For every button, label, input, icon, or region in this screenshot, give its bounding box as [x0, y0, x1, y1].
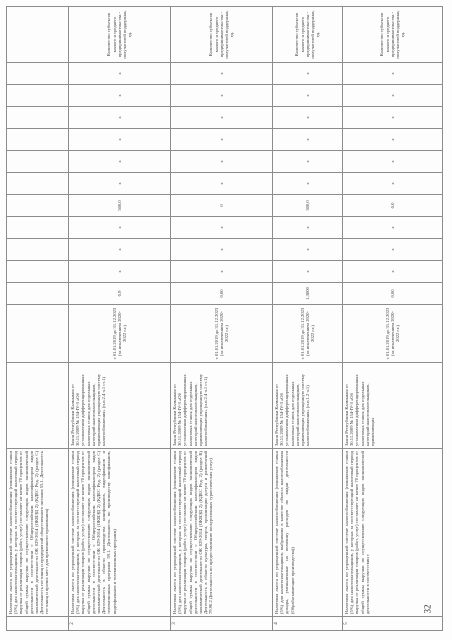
- indicator-value-cell: х: [171, 151, 273, 173]
- target-indicator-cell: Количество субъектов малого и среднего предпринимательства - получателей поддержки, ед.: [343, 7, 443, 63]
- indicator-value-cell: [7, 63, 69, 85]
- legal-basis-cell: Закон Республики Калмыкия от 30.11.2009 № 154-IV-З «Об установлении дифференцированных налоговых ставок для отдельных категорий налогоплательщиков, применяющих упрощенную систему налогообложения» (п.п.2.4 ч.1 ст.1): [69, 363, 171, 449]
- indicator-value-cell: 0,00: [343, 283, 443, 305]
- indicator-value-cell: х: [69, 151, 171, 173]
- indicator-value-cell: х: [171, 85, 273, 107]
- indicator-value-cell: [7, 129, 69, 151]
- indicator-value-cell: х: [171, 63, 273, 85]
- target-indicator-cell: Количество субъектов малого и среднего предпринимательства - получателей поддержки, ед.: [273, 7, 343, 63]
- legal-basis-cell: Закон Республики Калмыкия от 30.11.2009 № 154-IV-З «Об установлении дифференцированных налоговых ставок для отдельных категорий налогоплательщиков, применяющих: [343, 363, 443, 449]
- indicator-value-cell: х: [343, 85, 443, 107]
- indicator-value-cell: х: [273, 173, 343, 195]
- indicator-value-cell: х: [69, 239, 171, 261]
- table-row: [69, 7, 171, 631]
- target-indicator-cell: Количество субъектов малого и среднего предпринимательства - получателей поддержки, ед.: [69, 7, 171, 63]
- indicator-value-cell: х: [273, 107, 343, 129]
- indicator-value-cell: х: [69, 129, 171, 151]
- row-number-cell: [7, 617, 69, 631]
- indicator-value-cell: х: [171, 261, 273, 283]
- indicator-value-cell: х: [171, 239, 273, 261]
- indicator-value-cell: х: [171, 129, 273, 151]
- indicator-value-cell: 0,00: [171, 283, 273, 305]
- indicator-value-cell: х: [343, 217, 443, 239]
- target-indicator-cell: Количество субъектов малого и среднего предпринимательства - получателей поддержки, ед.: [171, 7, 273, 63]
- legal-basis-cell: Закон Республики Калмыкия от 30.11.2009 № 154-IV-З «Об установлении дифференцированных налоговых ставок для отдельных категорий налогоплательщиков, применяющих упрощенную систему налогообложения» (п.п.2.4 ч.1 ст.1): [171, 363, 273, 449]
- indicator-value-cell: х: [69, 173, 171, 195]
- indicator-value-cell: х: [343, 107, 443, 129]
- table-row: [343, 7, 443, 631]
- indicator-value-cell: [7, 217, 69, 239]
- validity-period-cell: с 01.01.2019 до 31.12.2023 (за исключением 2020-2022 г.г.): [343, 305, 443, 363]
- indicator-value-cell: [7, 173, 69, 195]
- indicator-value-cell: 500,0: [69, 195, 171, 217]
- indicator-value-cell: х: [273, 217, 343, 239]
- indicator-value-cell: 0,9: [69, 283, 171, 305]
- indicator-value-cell: х: [171, 217, 273, 239]
- row-number-cell: 3: [171, 617, 273, 631]
- indicator-value-cell: х: [273, 261, 343, 283]
- validity-period-cell: [7, 305, 69, 363]
- benefit-description-cell: Налоговая льгота по упрощенной системе налогообложения (понижение ставки (5%) для налогоплательщиков, у которых за соответствующий налоговый период выручка от реализации товаров (работ, услуг) составляет не менее 70 процентов от общей суммы выручки по осуществлению следующих видов экономической деятельности в соответствии с: [343, 449, 443, 617]
- indicator-value-cell: [7, 107, 69, 129]
- validity-period-cell: с 01.01.2019 до 31.12.2023 (за исключением 2020-2022 г.г.): [171, 305, 273, 363]
- indicator-value-cell: х: [273, 63, 343, 85]
- page-number: 32: [422, 604, 433, 614]
- indicator-value-cell: х: [343, 239, 443, 261]
- indicator-value-cell: х: [273, 239, 343, 261]
- tax-benefits-table: [6, 6, 443, 631]
- indicator-value-cell: х: [273, 129, 343, 151]
- indicator-value-cell: х: [343, 63, 443, 85]
- benefit-description-cell: Налоговая льгота по упрощенной системе налогообложения (понижение ставки (5%) для налогоплательщиков, у которых за соответствующий налоговый период выручка от реализации товаров (работ, услуг) составляет не менее 70 процентов от общей суммы выручки по осуществлению следующих видов экономической деятельности в соответствии с Общероссийским классификатором видов экономической деятельности ОК 029-2014 (ОКВЭД 2) (КДЕС Ред. 2) (раздел С) Деятельность в области производства кинофильмов, видеофильмов и телевизионных программ 59.1. Деятельность по производству кинофильмов, видеофильмов и телевизионных программ): [69, 449, 171, 617]
- indicator-value-cell: х: [69, 217, 171, 239]
- legal-basis-cell: [7, 363, 69, 449]
- indicator-value-cell: х: [343, 173, 443, 195]
- indicator-value-cell: 0: [171, 195, 273, 217]
- indicator-value-cell: х: [343, 129, 443, 151]
- table-row: [7, 7, 69, 631]
- indicator-value-cell: 0,0: [343, 195, 443, 217]
- table-row: [273, 7, 343, 631]
- legal-basis-cell: Закон Республики Калмыкия от 30.11.2009 № 154-IV-З «Об установлении дифференцированных налоговых ставок для отдельных категорий налогоплательщиков, применяющих упрощенную систему налогообложения» (п.п.1.2 ч.1): [273, 363, 343, 449]
- indicator-value-cell: х: [69, 107, 171, 129]
- indicator-value-cell: [7, 239, 69, 261]
- indicator-value-cell: 1,3000: [273, 283, 343, 305]
- indicator-value-cell: [7, 151, 69, 173]
- indicator-value-cell: [7, 195, 69, 217]
- row-number-cell: 4: [273, 617, 343, 631]
- benefit-description-cell: Налоговая льгота по упрощенной системе налогообложения (понижение ставки (5%) для налогоплательщиков, у которых за соответствующий налоговый период выручка от реализации товаров (работ, услуг) составляет не менее 70 процентов от общей суммы выручки по осуществлению следующих видов экономической деятельности в соответствии с Общероссийским классификатором видов экономической деятельности ОК 029-2014 (ОКВЭД 2) (КДЕС Ред. 2) (раздел С) Деятельность гостиниц и предприятий общественного питания 55.1. Деятельность гостиниц и прочих мест для временного проживания): [7, 449, 69, 617]
- indicator-value-cell: х: [171, 107, 273, 129]
- indicator-value-cell: х: [171, 173, 273, 195]
- benefit-description-cell: Налоговая льгота по упрощенной системе налогообложения (понижение ставки (5%) для налогоплательщиков, выбравших в качестве объекта налогообложения доходы, уменьшенные на величину расходов по видам деятельности (Обрабатывающие производства)): [273, 449, 343, 617]
- benefit-description-cell: Налоговая льгота по упрощенной системе налогообложения (понижение ставки (5%) для налогоплательщиков, у которых за соответствующий налоговый период выручка от реализации товаров (работ, услуг) составляет не менее 70 процентов от общей суммы выручки по осуществлению следующих видов экономической деятельности в соответствии с Общероссийским классификатором видов экономической деятельности ОК 029-2014 (ОКВЭД 2) (КДЕС Ред. 2) (раздел R) Деятельность в области культуры, спорта, организации досуга и развлечений 79.90.2 Деятельность по предоставлению экскурсионных туристических услуг): [171, 449, 273, 617]
- indicator-value-cell: [7, 261, 69, 283]
- indicator-value-cell: х: [343, 151, 443, 173]
- target-indicator-cell: [7, 7, 69, 63]
- indicator-value-cell: х: [343, 261, 443, 283]
- indicator-value-cell: х: [273, 151, 343, 173]
- indicator-value-cell: [7, 85, 69, 107]
- indicator-value-cell: [7, 283, 69, 305]
- row-number-cell: 2: [69, 617, 171, 631]
- indicator-value-cell: х: [69, 261, 171, 283]
- indicator-value-cell: х: [69, 63, 171, 85]
- indicator-value-cell: х: [273, 85, 343, 107]
- validity-period-cell: с 01.01.2019 до 31.12.2023 (за исключением 2020-2022 г.г.): [69, 305, 171, 363]
- validity-period-cell: с 01.01.2019 до 31.12.2023 (за исключением 2020-2022 г.г.): [273, 305, 343, 363]
- table-row: [171, 7, 273, 631]
- indicator-value-cell: х: [69, 85, 171, 107]
- indicator-value-cell: 300,0: [273, 195, 343, 217]
- row-number-cell: 5: [343, 617, 443, 631]
